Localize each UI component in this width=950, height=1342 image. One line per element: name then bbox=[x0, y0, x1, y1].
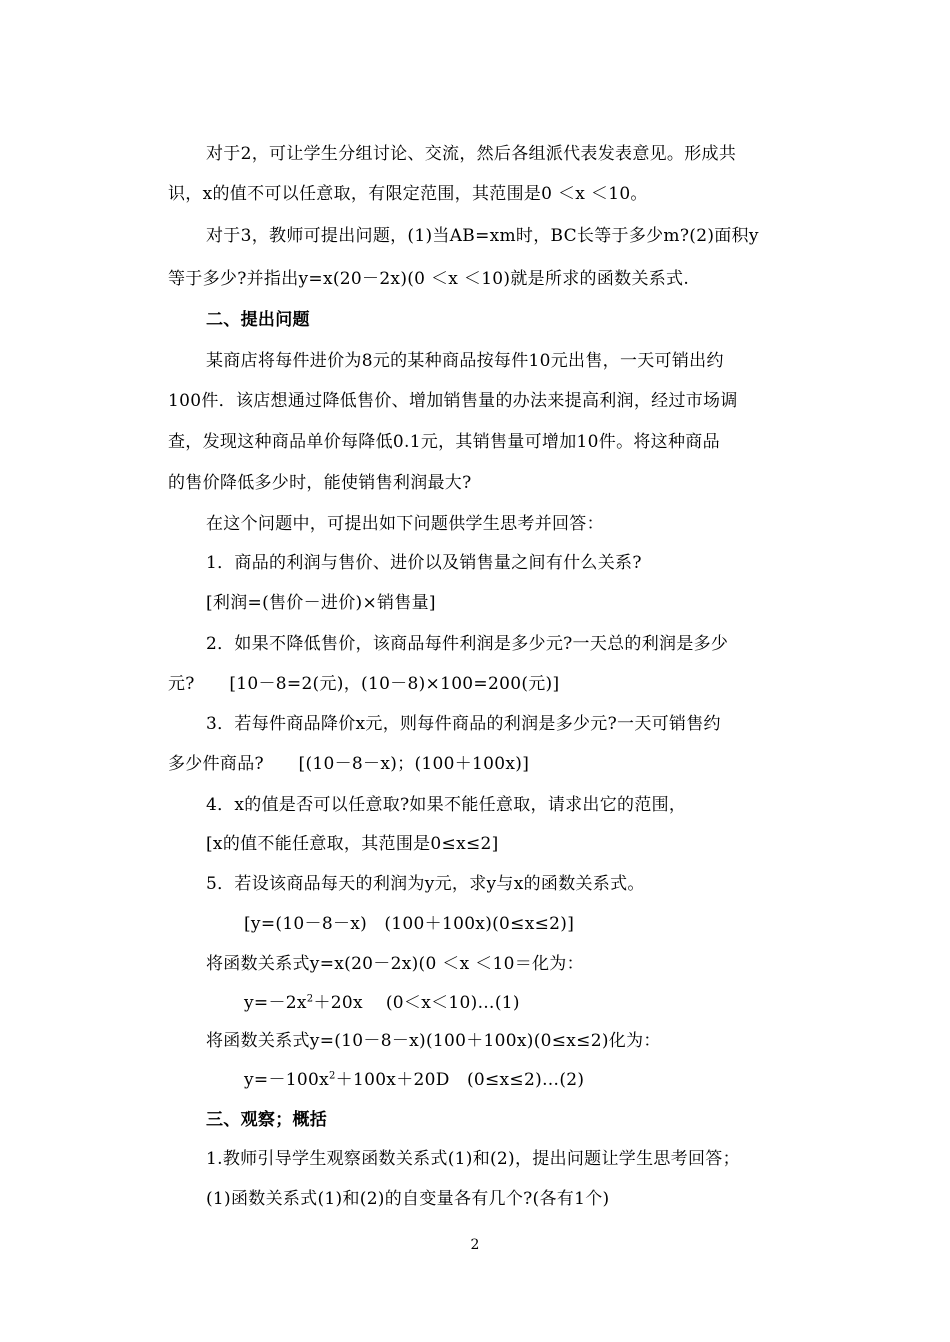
text-line: 将函数关系式y=(10－8－x)(100＋100x)(0≤x≤2)化为： bbox=[206, 1031, 661, 1051]
answer-line: [y=(10－8－x) (100＋100x)(0≤x≤2)] bbox=[244, 914, 575, 934]
text-line: 某商店将每件进价为8元的某种商品按每件10元出售，一天可销出约 bbox=[206, 351, 724, 371]
eq1-post: ＋20x (0＜x＜10)…(1) bbox=[313, 993, 520, 1013]
text-line: 元? [10－8=2(元)，(10－8)×100=200(元)] bbox=[168, 674, 560, 694]
text-line: (1)函数关系式(1)和(2)的自变量各有几个?(各有1个) bbox=[206, 1189, 610, 1209]
text-line: 将函数关系式y=x(20－2x)(0 ＜x ＜10＝化为： bbox=[206, 954, 584, 974]
page-number: 2 bbox=[470, 1237, 480, 1253]
equation-1 bbox=[244, 991, 520, 1015]
section-heading: 二、提出问题 bbox=[206, 310, 310, 330]
text-line: 5．若设该商品每天的利润为y元，求y与x的函数关系式。 bbox=[206, 874, 645, 894]
text-line: 4．x的值是否可以任意取?如果不能任意取，请求出它的范围， bbox=[206, 795, 687, 815]
text-line: 在这个问题中，可提出如下问题供学生思考并回答： bbox=[206, 514, 604, 534]
text-line: 的售价降低多少时，能使销售利润最大? bbox=[168, 473, 472, 493]
text-line: 3．若每件商品降价x元，则每件商品的利润是多少元?一天可销售约 bbox=[206, 714, 721, 734]
eq1-exponent: 2 bbox=[306, 993, 314, 1005]
eq2-post: ＋100x＋20D (0≤x≤2)…(2) bbox=[335, 1070, 585, 1090]
text-line: 对于2，可让学生分组讨论、交流，然后各组派代表发表意见。形成共 bbox=[206, 144, 737, 164]
text-line: 2．如果不降低售价，该商品每件利润是多少元?一天总的利润是多少 bbox=[206, 634, 729, 654]
text-line: 1．商品的利润与售价、进价以及销售量之间有什么关系? bbox=[206, 553, 642, 573]
eq1-pre: y=－2x bbox=[244, 993, 307, 1013]
answer-line: [x的值不能任意取，其范围是0≤x≤2] bbox=[206, 834, 499, 854]
eq2-exponent: 2 bbox=[328, 1070, 336, 1082]
answer-line: [利润=(售价－进价)×销售量] bbox=[206, 593, 436, 613]
eq2-pre: y=－100x bbox=[244, 1070, 329, 1090]
section-heading: 三、观察；概括 bbox=[206, 1110, 328, 1130]
text-line: 多少件商品? [(10－8－x)；(100＋100x)] bbox=[168, 754, 530, 774]
text-line: 等于多少?并指出y=x(20－2x)(0 ＜x ＜10)就是所求的函数关系式. bbox=[168, 269, 690, 289]
text-line: 对于3，教师可提出问题，(1)当AB=xm时，BC长等于多少m?(2)面积y bbox=[206, 226, 759, 246]
text-line: 查，发现这种商品单价每降低0.1元，其销售量可增加10件。将这种商品 bbox=[168, 432, 720, 452]
equation-2 bbox=[244, 1068, 584, 1092]
text-line: 1.教师引导学生观察函数关系式(1)和(2)，提出问题让学生思考回答； bbox=[206, 1149, 740, 1169]
text-line: 识，x的值不可以任意取，有限定范围，其范围是0 ＜x ＜10。 bbox=[168, 184, 648, 204]
text-line: 100件．该店想通过降低售价、增加销售量的办法来提高利润，经过市场调 bbox=[168, 391, 738, 411]
